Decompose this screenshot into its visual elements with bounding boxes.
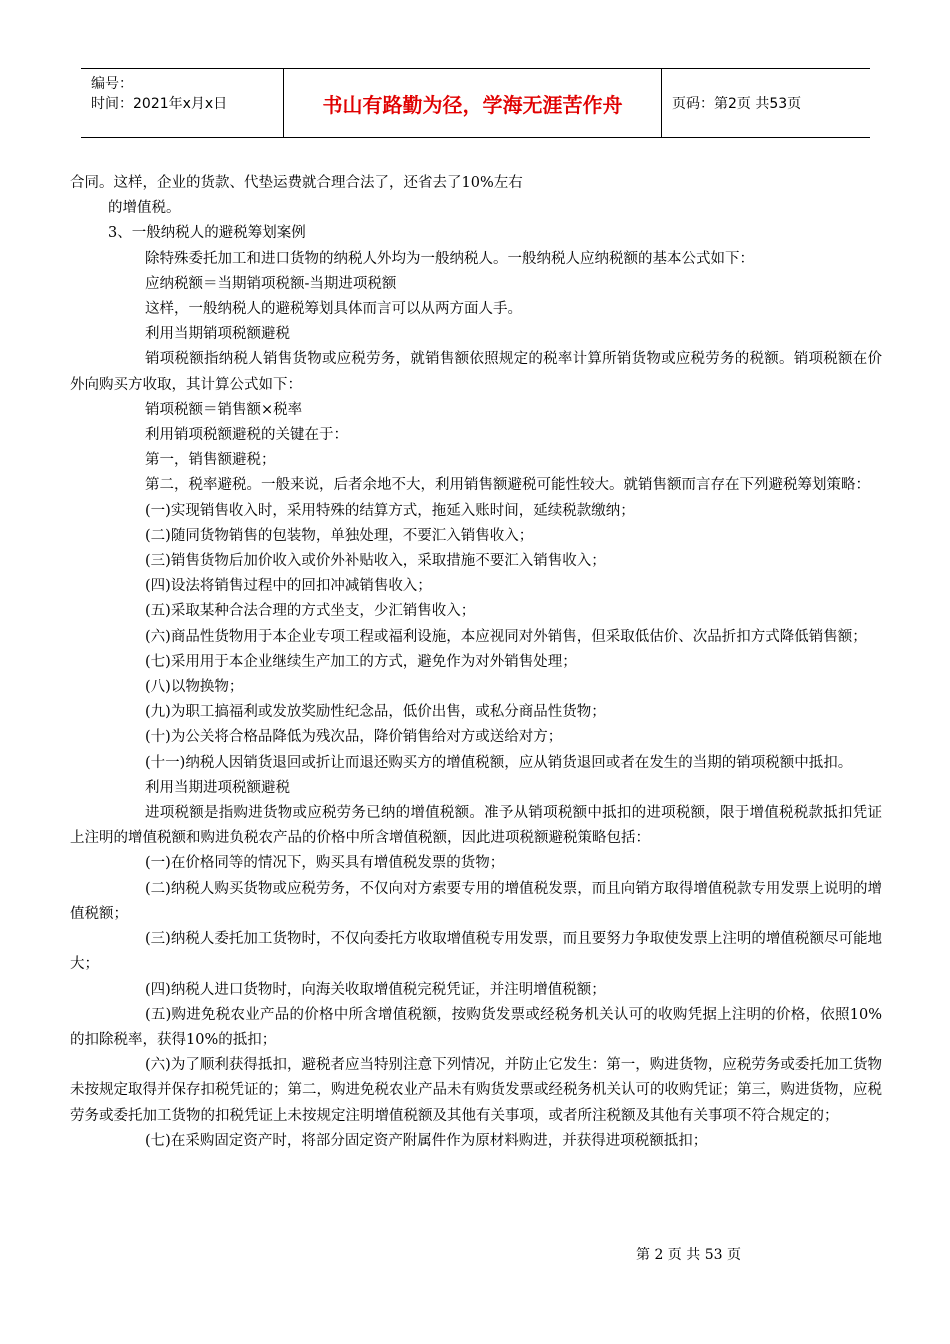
formula: 销项税额＝销售额×税率 — [145, 401, 303, 418]
date-label: 时间：2021年x月x日 — [91, 96, 228, 112]
code-label: 编号： — [91, 76, 133, 92]
subheading: 利用当期进项税额避税 — [145, 779, 290, 796]
paragraph: 第一，销售额避税； — [145, 452, 276, 469]
document-body — [70, 171, 882, 1154]
list-item: (八)以物换物； — [145, 679, 244, 696]
paragraph: 的增值税。 — [108, 200, 181, 217]
paragraph: 销项税额指纳税人销售货物或应税劳务，就销售额依照规定的税率计算所销货物或应税劳务的税额。销项税额在价外向购买方收取，其计算公式如下： — [70, 351, 882, 393]
list-item: (九)为职工搞福利或发放奖励性纪念品，低价出售，或私分商品性货物； — [145, 704, 606, 721]
list-item: (四)设法将销售过程中的回扣冲减销售收入； — [145, 578, 432, 595]
header-page-info: 页码：第2页 共53页 — [672, 96, 802, 112]
list-item: (七)采用用于本企业继续生产加工的方式，避免作为对外销售处理； — [145, 653, 577, 670]
paragraph: 利用销项税额避税的关键在于： — [145, 427, 348, 444]
list-item: (十一)纳税人因销货退回或折让而退还购买方的增值税额，应从销货退回或者在发生的当期的销项税额中抵扣。 — [145, 754, 853, 771]
formula: 应纳税额＝当期销项税额-当期进项税额 — [145, 275, 397, 292]
subheading: 利用当期销项税额避税 — [145, 326, 290, 343]
list-item: (七)在采购固定资产时，将部分固定资产附属件作为原材料购进，并获得进项税额抵扣； — [145, 1132, 708, 1149]
list-item: (二)随同货物销售的包装物，单独处理，不要汇入销售收入； — [145, 527, 534, 544]
list-item: (六)商品性货物用于本企业专项工程或福利设施，本应视同对外销售，但采取低估价、次品折扣方式降低销售额； — [145, 628, 867, 645]
paragraph: 这样，一般纳税人的避税筹划具体而言可以从两方面人手。 — [145, 301, 522, 318]
list-item: (一)在价格同等的情况下，购买具有增值税发票的货物； — [145, 855, 505, 872]
list-item: (二)纳税人购买货物或应税劳务，不仅向对方索要专用的增值税发票，而且向销方取得增值税款专用发票上说明的增值税额； — [70, 880, 882, 922]
paragraph: 除特殊委托加工和进口货物的纳税人外均为一般纳税人。一般纳税人应纳税额的基本公式如下： — [145, 250, 754, 267]
list-item: (五)采取某种合法合理的方式坐支，少汇销售收入； — [145, 603, 476, 620]
list-item: (四)纳税人进口货物时，向海关收取增值税完税凭证，并注明增值税额； — [145, 981, 606, 998]
list-item: (三)纳税人委托加工货物时，不仅向委托方收取增值税专用发票，而且要努力争取使发票上注明的增值税额尽可能地大； — [70, 931, 882, 973]
list-item: (六)为了顺利获得抵扣，避税者应当特别注意下列情况，并防止它发生：第一，购进货物，应税劳务或委托加工货物未按规定取得并保存扣税凭证的；第二，购进免税农业产品未有购货发票或经税务机关认可的收购凭证；第三，购进货物，应税劳务或委托加工货物的扣税凭证上未按规定注明增值税额及其他有关事项，或者所注税额及其他有关事项不符合规定的； — [70, 1057, 882, 1124]
list-item: (三)销售货物后加价收入或价外补贴收入，采取措施不要汇入销售收入； — [145, 553, 606, 570]
paragraph: 合同。这样，企业的货款、代垫运费就合理合法了，还省去了10%左右 — [70, 175, 523, 191]
list-item: (一)实现销售收入时，采用特殊的结算方式，拖延入账时间，延续税款缴纳； — [145, 502, 635, 519]
page-footer: 第 2 页 共 53 页 — [636, 1247, 741, 1263]
list-item: (十)为公关将合格品降低为残次品，降价销售给对方或送给对方； — [145, 729, 563, 746]
list-item: (五)购进免税农业产品的价格中所含增值税额，按购货发票或经税务机关认可的收购凭据上注明的价格，依照10%的扣除税率，获得10%的抵扣； — [70, 1006, 882, 1048]
paragraph: 进项税额是指购进货物或应税劳务已纳的增值税额。准予从销项税额中抵扣的进项税额，限于增值税税款抵扣凭证上注明的增值税额和购进负税农产品的价格中所含增值税额，因此进项税额避税策略包括： — [70, 805, 882, 847]
paragraph: 第二，税率避税。一般来说，后者余地不大，利用销售额避税可能性较大。就销售额而言存在下列避税筹划策略： — [145, 477, 870, 494]
header-motto: 书山有路勤为径，学海无涯苦作舟 — [284, 69, 662, 137]
header-meta — [81, 69, 284, 137]
page-header — [81, 68, 870, 138]
section-heading: 3、一般纳税人的避税筹划案例 — [108, 225, 306, 242]
